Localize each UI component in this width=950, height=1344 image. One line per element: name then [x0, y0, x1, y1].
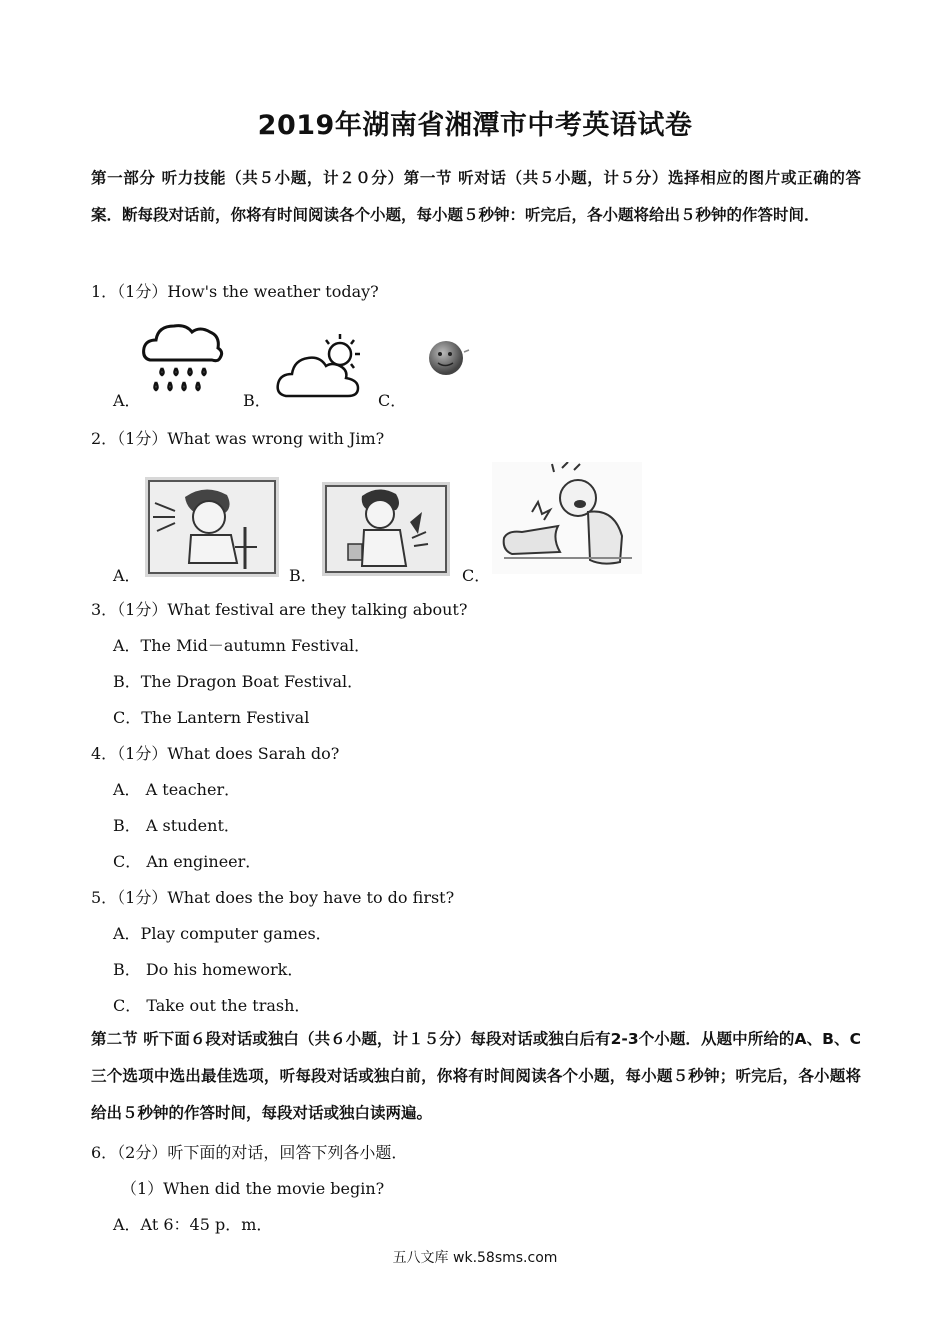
fallen-boy-picture	[492, 462, 642, 578]
rain-cloud-icon	[140, 318, 226, 404]
partly-sunny-icon	[274, 330, 366, 404]
question-5: 5．（1分）What does the boy have to do first?	[91, 888, 455, 907]
q3-option-a: A．The Mid－autumn Festival．	[113, 636, 371, 655]
q6-option-a: A．At 6：45 p．m．	[113, 1215, 273, 1234]
q4-option-b: B． A student．	[113, 816, 240, 835]
part2-instructions: 第二节 听下面６段对话或独白（共６小题，计１５分）每段对话或独白后有2-3个小题．从题中所给的A、B、C三个选项中选出最佳选项，听每段对话或独白前，你将有时间阅读各个小题，每小题５秒钟；听完后，各小题将给出５秒钟的作答时间，每段对话或独白读两遍。	[91, 1030, 861, 1122]
exam-title: 2019年湖南省湘潭市中考英语试卷	[257, 110, 693, 141]
coughing-boy-picture	[322, 482, 450, 580]
q5-option-a: A．Play computer games．	[113, 924, 332, 943]
q1-option-b-label: B．	[243, 391, 271, 410]
q2-option-b-label: B．	[289, 566, 317, 585]
q4-option-a: A． A teacher．	[113, 780, 241, 799]
question-4: 4．（1分）What does Sarah do?	[91, 744, 340, 763]
footer-watermark: 五八文库 wk.58sms.com	[392, 1250, 558, 1266]
part1-instructions: 第一部分 听力技能（共５小题，计２０分）第一节 听对话（共５小题，计５分）选择相应的图片或正确的答案．断每段对话前，你将有时间阅读各个小题，每小题５秒钟：听完后，各小题将给出５秒钟的作答时间．	[91, 169, 861, 224]
q3-option-b: B．The Dragon Boat Festival．	[113, 672, 364, 691]
q1-option-c-label: C．	[378, 391, 407, 410]
q4-option-c: C． An engineer．	[113, 852, 262, 871]
moon-face-icon	[424, 336, 472, 388]
q2-option-a-label: A．	[113, 566, 141, 585]
sneezing-boy-picture	[145, 477, 279, 581]
q3-option-c: C．The Lantern Festival	[113, 708, 310, 727]
q1-option-a-label: A．	[113, 391, 141, 410]
q5-option-b: B． Do his homework．	[113, 960, 304, 979]
question-6: 6．（2分）听下面的对话，回答下列各小题．	[91, 1143, 408, 1162]
question-2: 2．（1分）What was wrong with Jim?	[91, 429, 385, 448]
q2-option-c-label: C．	[462, 566, 491, 585]
question-1: 1．（1分）How's the weather today?	[91, 282, 379, 301]
q6-subquestion-1: （1）When did the movie begin?	[121, 1179, 385, 1198]
q5-option-c: C． Take out the trash．	[113, 996, 311, 1015]
question-3: 3．（1分）What festival are they talking about?	[91, 600, 468, 619]
